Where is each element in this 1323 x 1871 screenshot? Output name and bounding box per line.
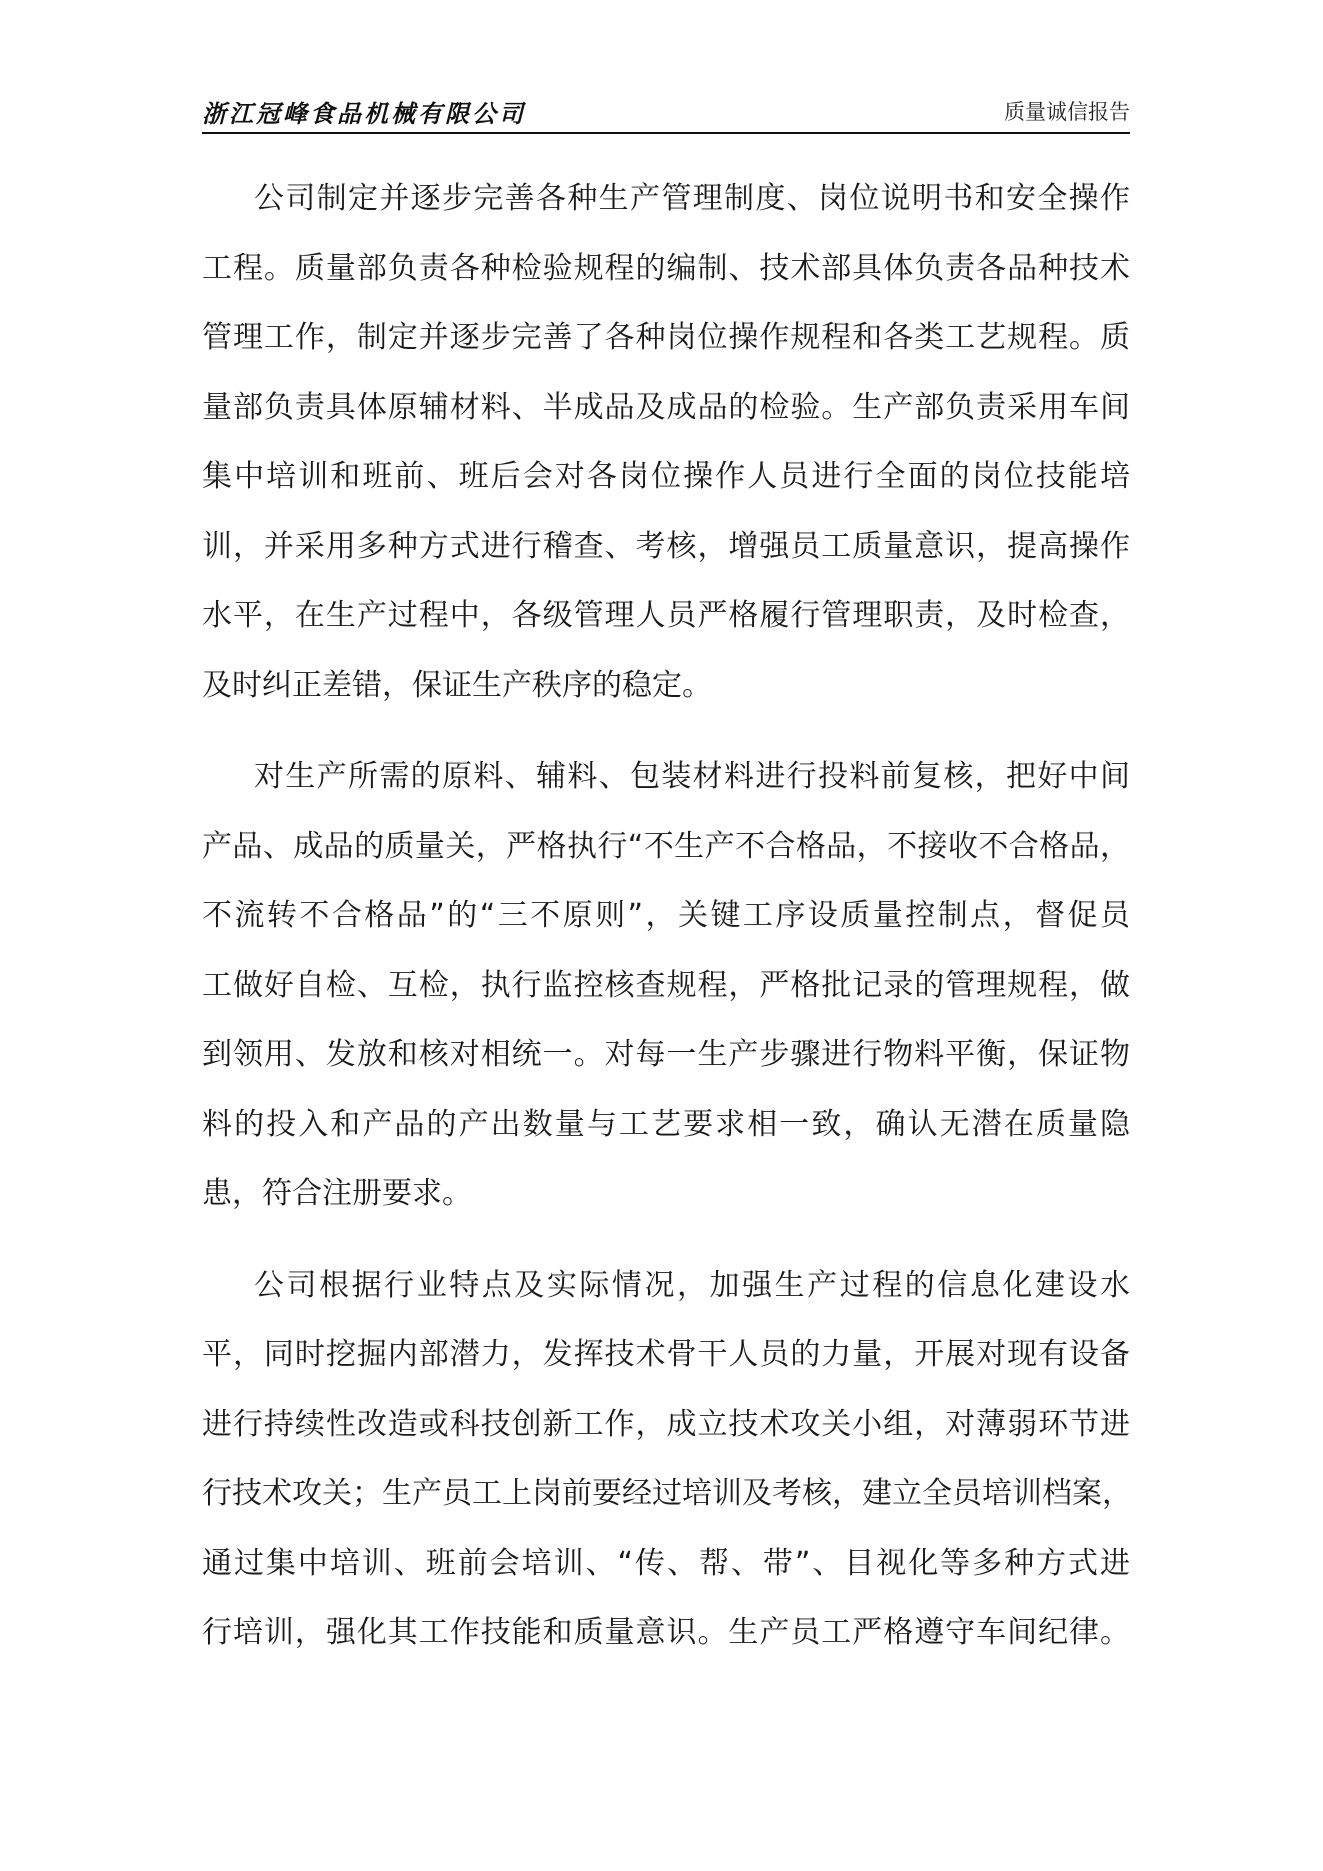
paragraph-line: 训，并采用多种方式进行稽查、考核，增强员工质量意识，提高操作 — [202, 528, 1130, 564]
paragraph-2 — [202, 742, 1130, 1229]
paragraph-line: 平，同时挖掘内部潜力，发挥技术骨干人员的力量，开展对现有设备 — [202, 1337, 1130, 1372]
paragraph-line: 量部负责具体原辅材料、半成品及成品的检验。生产部负责采用车间 — [202, 389, 1130, 425]
paragraph-line: 集中培训和班前、班后会对各岗位操作人员进行全面的岗位技能培 — [202, 459, 1130, 494]
paragraph-line: 行技术攻关；生产员工上岗前要经过培训及考核，建立全员培训档案， — [202, 1476, 1132, 1511]
paragraph-line: 通过集中培训、班前会培训、“传、帮、带”、目视化等多种方式进 — [202, 1545, 1130, 1581]
paragraph-line: 公司制定并逐步完善各种生产管理制度、岗位说明书和安全操作 — [254, 181, 1130, 216]
paragraph-line: 患，符合注册要求。 — [202, 1176, 472, 1211]
page-header — [202, 92, 1130, 134]
paragraph-line: 到领用、发放和核对相统一。对每一生产步骤进行物料平衡，保证物 — [202, 1037, 1130, 1072]
paragraph-line: 产品、成品的质量关，严格执行“不生产不合格品，不接收不合格品， — [202, 828, 1130, 864]
paragraph-1 — [202, 164, 1130, 720]
paragraph-line: 公司根据行业特点及实际情况，加强生产过程的信息化建设水 — [254, 1267, 1130, 1303]
paragraph-line: 水平，在生产过程中，各级管理人员严格履行管理职责，及时检查， — [202, 598, 1130, 633]
paragraph-3 — [202, 1251, 1130, 1668]
paragraph-line: 工程。质量部负责各种检验规程的编制、技术部具体负责各品种技术 — [202, 250, 1130, 286]
document-body — [202, 164, 1130, 1690]
paragraph-line: 料的投入和产品的产出数量与工艺要求相一致，确认无潜在质量隐 — [202, 1106, 1130, 1142]
paragraph-line: 及时纠正差错，保证生产秩序的稳定。 — [202, 667, 712, 703]
paragraph-line: 对生产所需的原料、辅料、包装材料进行投料前复核，把好中间 — [254, 759, 1130, 794]
paragraph-line: 进行持续性改造或科技创新工作，成立技术攻关小组，对薄弱环节进 — [202, 1406, 1130, 1442]
paragraph-line: 不流转不合格品”的“三不原则”，关键工序设质量控制点，督促员 — [202, 898, 1130, 933]
paragraph-line: 行培训，强化其工作技能和质量意识。生产员工严格遵守车间纪律。 — [202, 1615, 1130, 1650]
report-title: 质量诚信报告 — [1004, 100, 1130, 124]
paragraph-line: 工做好自检、互检，执行监控核查规程，严格批记录的管理规程，做 — [202, 967, 1130, 1003]
company-name: 浙江冠峰食品机械有限公司 — [202, 99, 526, 128]
paragraph-line: 管理工作，制定并逐步完善了各种岗位操作规程和各类工艺规程。质 — [202, 320, 1130, 355]
